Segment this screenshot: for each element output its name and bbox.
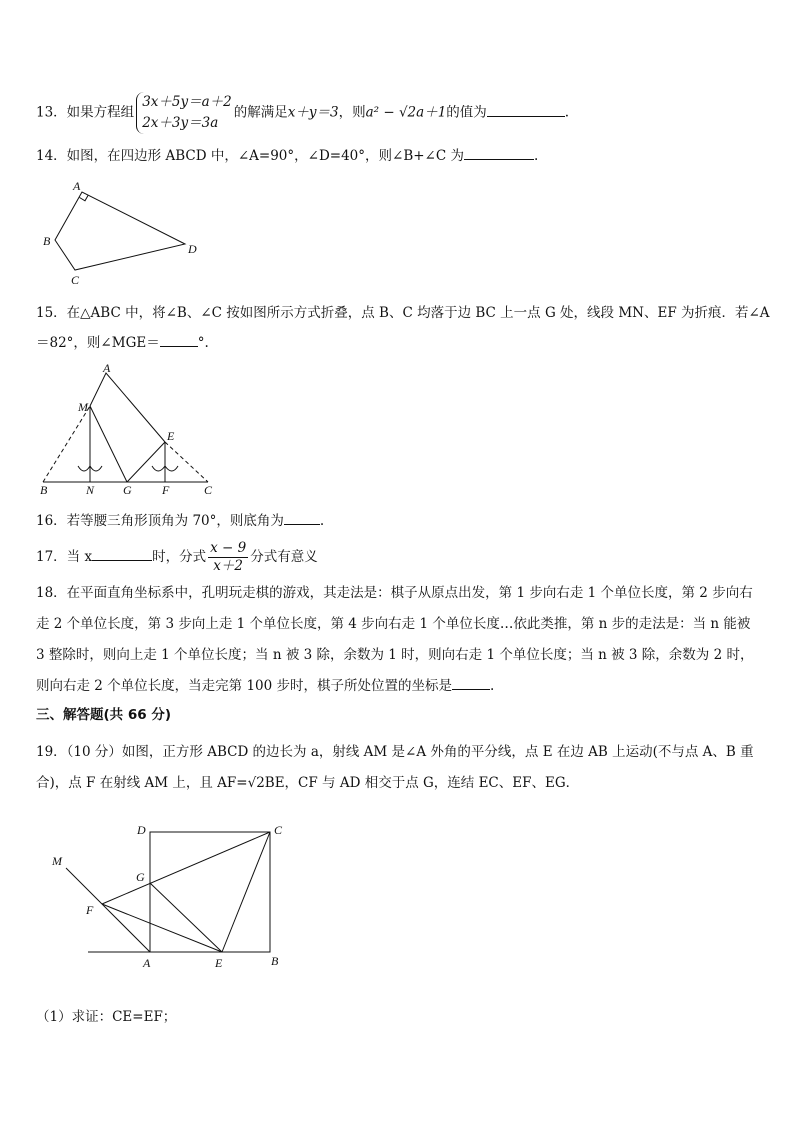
fig14-label-c: C [71, 273, 80, 287]
q16-text: 16．若等腰三角形顶角为 70°，则底角为 [36, 513, 284, 529]
q17-pre: 17．当 x [36, 549, 93, 565]
fig15-label-c: C [204, 483, 213, 497]
fig15-label-b: B [40, 483, 48, 497]
q15-line2-post: °. [197, 335, 209, 351]
q18-end: . [490, 678, 495, 694]
q17-mid: 时，分式 [152, 549, 207, 565]
fig19-label-f: F [86, 903, 94, 917]
q19-1-text: （1）求证：CE=EF； [36, 1009, 177, 1025]
q19-text: 19．（10 分）如图，正方形 ABCD 的边长为 a，射线 AM 是∠A 外角的平分线，点 E 在边 AB 上运动(不与点 A、B 重合)，点 F 在射线 AM 上，且 AF=√2BE，CF 与 AD 相交于点 G，连结 EC、EF、EG． [36, 744, 754, 791]
fig19-label-m: M [52, 854, 62, 868]
fig19-label-a: A [143, 956, 151, 970]
q13-end: . [564, 104, 570, 121]
q13-condition: x＋y＝3 [287, 104, 339, 121]
q15-line2-pre: ＝82°，则∠MGE＝ [36, 335, 160, 351]
q13-prefix: 13．如果方程组 [36, 104, 135, 121]
fig19-label-g: G [136, 870, 145, 884]
q13-expression: a² − √2a＋1 [365, 104, 447, 121]
fig15-label-m: M [78, 400, 88, 414]
fig19-label-b: B [271, 954, 279, 968]
fig19-square-abcd [150, 832, 270, 952]
q16-end: . [319, 513, 325, 529]
section-3-heading: 三、解答题(共 66 分) [36, 707, 172, 723]
q13-eq1: 3x＋5y＝a＋2 [142, 94, 232, 110]
q18-text: 18．在平面直角坐标系中，孔明玩走棋的游戏，其走法是：棋子从原点出发，第 1 步向右走 1 个单位长度，第 2 步向右走 2 个单位长度，第 3 步向上走 1 个单位长度，第 4 步向右走 1 个单位长度…依此类推，第 n 步的走法是：当 n 能被 3 整除时，则向上走 1 个单位长度；当 n 被 3 除，余数为 1 时，则向右走 1 个单位长度；当 n 被 3 除，余数为 2 时，则向右走 2 个单位长度，当走完第 100 步时，棋子所处位置的坐标是 [36, 585, 754, 694]
fig14-label-b: B [43, 234, 51, 248]
fig19-label-d: D [137, 823, 146, 837]
fig19-fe [102, 904, 222, 952]
fig19-label-e: E [215, 956, 223, 970]
fig14-label-a: A [73, 179, 81, 193]
question-19-part-1 [36, 1007, 176, 1027]
fig15-label-e: E [167, 429, 175, 443]
q14-text: 14．如图，在四边形 ABCD 中，∠A=90°，∠D=40°，则∠B+∠C 为 [36, 148, 464, 164]
fig14-label-d: D [188, 242, 197, 256]
q15-line1: 15．在△ABC 中，将∠B、∠C 按如图所示方式折叠，点 B、C 均落于边 BC 上一点 G 处，线段 MN、EF 为折痕．若∠A [36, 305, 770, 321]
fig15-label-g: G [123, 483, 132, 497]
q14-end: . [534, 148, 539, 164]
q17-denominator: x＋2 [213, 558, 243, 574]
q17-post: 分式有意义 [250, 549, 318, 565]
q17-numerator: x − 9 [210, 540, 247, 556]
fig19-ge [150, 883, 222, 952]
q13-comma: ，则 [338, 104, 366, 121]
fig15-label-f: F [162, 483, 170, 497]
q13-eq2: 2x＋3y＝3a [142, 115, 219, 131]
q13-mid: 的解满足 [233, 104, 288, 121]
fig19-fc [102, 832, 270, 904]
fig15-label-n: N [86, 483, 95, 497]
fig15-label-a: A [103, 361, 111, 375]
fig19-label-c: C [274, 823, 283, 837]
q13-suffix: 的值为 [446, 104, 487, 121]
